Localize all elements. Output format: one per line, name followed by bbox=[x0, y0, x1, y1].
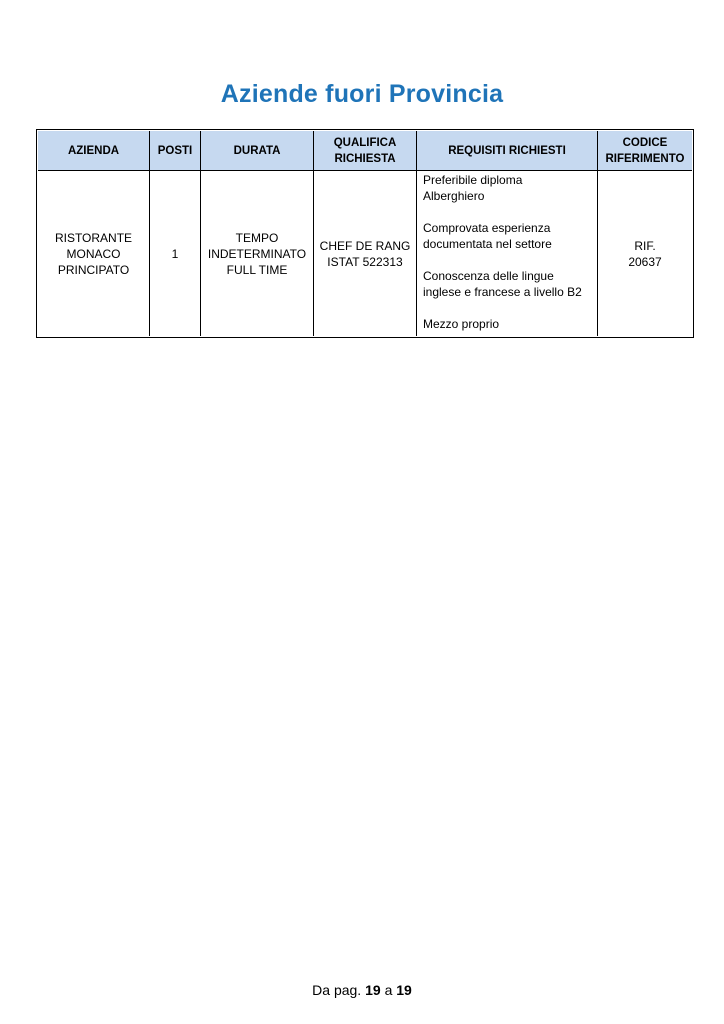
table-row bbox=[38, 171, 692, 336]
header-qualifica-line-2: RICHIESTA bbox=[334, 152, 396, 165]
page-title: Aziende fuori Provincia bbox=[220, 80, 504, 108]
header-posti: POSTI bbox=[150, 131, 201, 171]
header-qualifica bbox=[314, 131, 417, 171]
durata-line: INDETERMINATO bbox=[207, 246, 307, 261]
footer-prefix: Da pag. bbox=[312, 982, 362, 998]
header-qualifica-line-1: QUALIFICA bbox=[333, 136, 397, 149]
cell-durata bbox=[201, 171, 314, 336]
job-table bbox=[36, 129, 694, 338]
cell-azienda bbox=[38, 171, 150, 336]
durata-line: TEMPO bbox=[235, 230, 279, 245]
footer-page-number: 19 bbox=[365, 982, 381, 998]
requisito-line: Conoscenza delle lingue bbox=[423, 269, 554, 283]
requisito-line: Comprovata esperienza bbox=[423, 221, 551, 235]
header-requisiti: REQUISITI RICHIESTI bbox=[417, 131, 598, 171]
codice-line: 20637 bbox=[628, 254, 662, 269]
cell-qualifica bbox=[314, 171, 417, 336]
header-durata: DURATA bbox=[201, 131, 314, 171]
cell-posti: 1 bbox=[150, 171, 201, 336]
requisito-item bbox=[423, 316, 591, 332]
requisito-item bbox=[423, 220, 591, 252]
footer-separator: a bbox=[384, 982, 393, 998]
table-header-row bbox=[38, 131, 692, 171]
cell-codice bbox=[598, 171, 692, 336]
azienda-line: PRINCIPATO bbox=[57, 262, 130, 277]
requisito-line: Mezzo proprio bbox=[423, 317, 500, 331]
codice-line: RIF. bbox=[634, 238, 656, 253]
page-footer bbox=[0, 982, 724, 998]
footer-total-pages: 19 bbox=[396, 982, 412, 998]
durata-line: FULL TIME bbox=[226, 262, 288, 277]
header-azienda: AZIENDA bbox=[38, 131, 150, 171]
requisito-line: Alberghiero bbox=[423, 189, 485, 203]
header-codice bbox=[598, 131, 692, 171]
requisito-line: documentata nel settore bbox=[423, 237, 552, 251]
requisito-line: Preferibile diploma bbox=[423, 173, 523, 187]
azienda-line: RISTORANTE bbox=[54, 230, 133, 245]
qualifica-line: ISTAT 522313 bbox=[327, 254, 403, 269]
requisito-item bbox=[423, 172, 591, 204]
requisito-item bbox=[423, 268, 591, 300]
cell-requisiti bbox=[417, 171, 598, 336]
azienda-line: MONACO bbox=[66, 246, 121, 261]
header-codice-line-2: RIFERIMENTO bbox=[605, 152, 685, 165]
header-codice-line-1: CODICE bbox=[622, 136, 668, 149]
qualifica-line: CHEF DE RANG bbox=[319, 238, 411, 253]
requisito-line: inglese e francese a livello B2 bbox=[423, 285, 582, 299]
